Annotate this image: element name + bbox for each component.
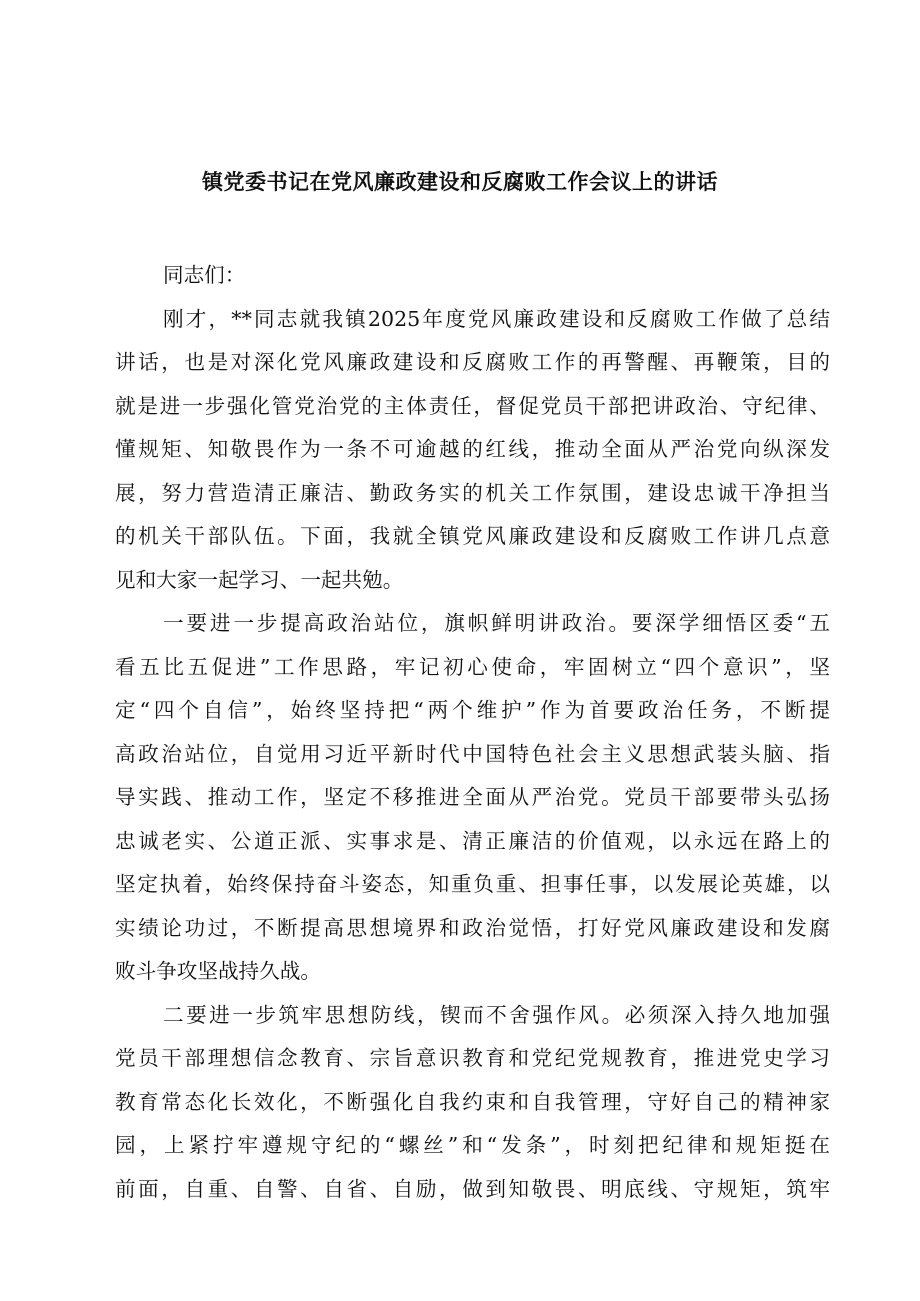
- paragraph-line: 败斗争攻坚战持久战。: [115, 959, 321, 983]
- paragraph-line: 的机关干部队伍。下面，我就全镇党风廉政建设和反腐败工作讲几点意: [115, 524, 830, 548]
- paragraph-line: 见和大家一起学习、一起共勉。: [115, 567, 404, 592]
- paragraph-line: 刚才，**同志就我镇2025年度党风廉政建设和反腐败工作做了总结: [163, 306, 830, 331]
- paragraph-line: 园，上紧拧牢遵规守纪的“螺丝”和“发条”，时刻把纪律和规矩挺在: [115, 1133, 830, 1157]
- paragraph-line: 高政治站位，自觉用习近平新时代中国特色社会主义思想武装头脑、指: [115, 741, 830, 766]
- paragraph-line: 实绩论功过，不断提高思想境界和政治觉悟，打好党风廉政建设和发腐: [115, 915, 830, 940]
- document-body: [115, 254, 830, 1211]
- paragraph-line: 忠诚老实、公道正派、实事求是、清正廉洁的价值观，以永远在路上的: [115, 828, 830, 853]
- paragraph-line: 懂规矩、知敬畏作为一条不可逾越的红线，推动全面从严治党向纵深发: [115, 437, 830, 461]
- paragraph-line: 党员干部理想信念教育、宗旨意识教育和党纪党规教育，推进党史学习: [115, 1046, 830, 1070]
- paragraph-line: 就是进一步强化管党治党的主体责任，督促党员干部把讲政治、守纪律、: [115, 393, 830, 418]
- paragraph-line: 定“四个自信”，始终坚持把“两个维护”作为首要政治任务，不断提: [115, 698, 830, 722]
- document-title: 镇党委书记在党风廉政建设和反腐败工作会议上的讲话: [202, 170, 718, 194]
- paragraph-line: 看五比五促进”工作思路，牢记初心使命，牢固树立“四个意识”，坚: [115, 654, 830, 679]
- paragraph-3: [115, 994, 830, 1212]
- paragraph-line: 教育常态化长效化，不断强化自我约束和自我管理，守好自己的精神家: [115, 1089, 830, 1114]
- paragraph-line: 一要进一步提高政治站位，旗帜鲜明讲政治。要深学细悟区委“五: [163, 611, 830, 635]
- paragraph-line: 讲话，也是对深化党风廉政建设和反腐败工作的再警醒、再鞭策，目的: [115, 350, 830, 374]
- paragraph-line: 坚定执着，始终保持奋斗姿态，知重负重、担事任事，以发展论英雄，以: [115, 872, 830, 896]
- paragraph-line: 导实践、推动工作，坚定不移推进全面从严治党。党员干部要带头弘扬: [115, 785, 830, 809]
- paragraph-line: 展，努力营造清正廉洁、勤政务实的机关工作氛围，建设忠诚干净担当: [115, 480, 830, 505]
- paragraph-line: 前面，自重、自警、自省、自励，做到知敬畏、明底线、守规矩，筑牢: [115, 1176, 830, 1201]
- paragraph-line: 二要进一步筑牢思想防线，锲而不舍强作风。必须深入持久地加强: [163, 1002, 830, 1027]
- salutation: 同志们：: [163, 263, 246, 287]
- paragraph-2: [115, 602, 830, 994]
- paragraph-1: [115, 298, 830, 603]
